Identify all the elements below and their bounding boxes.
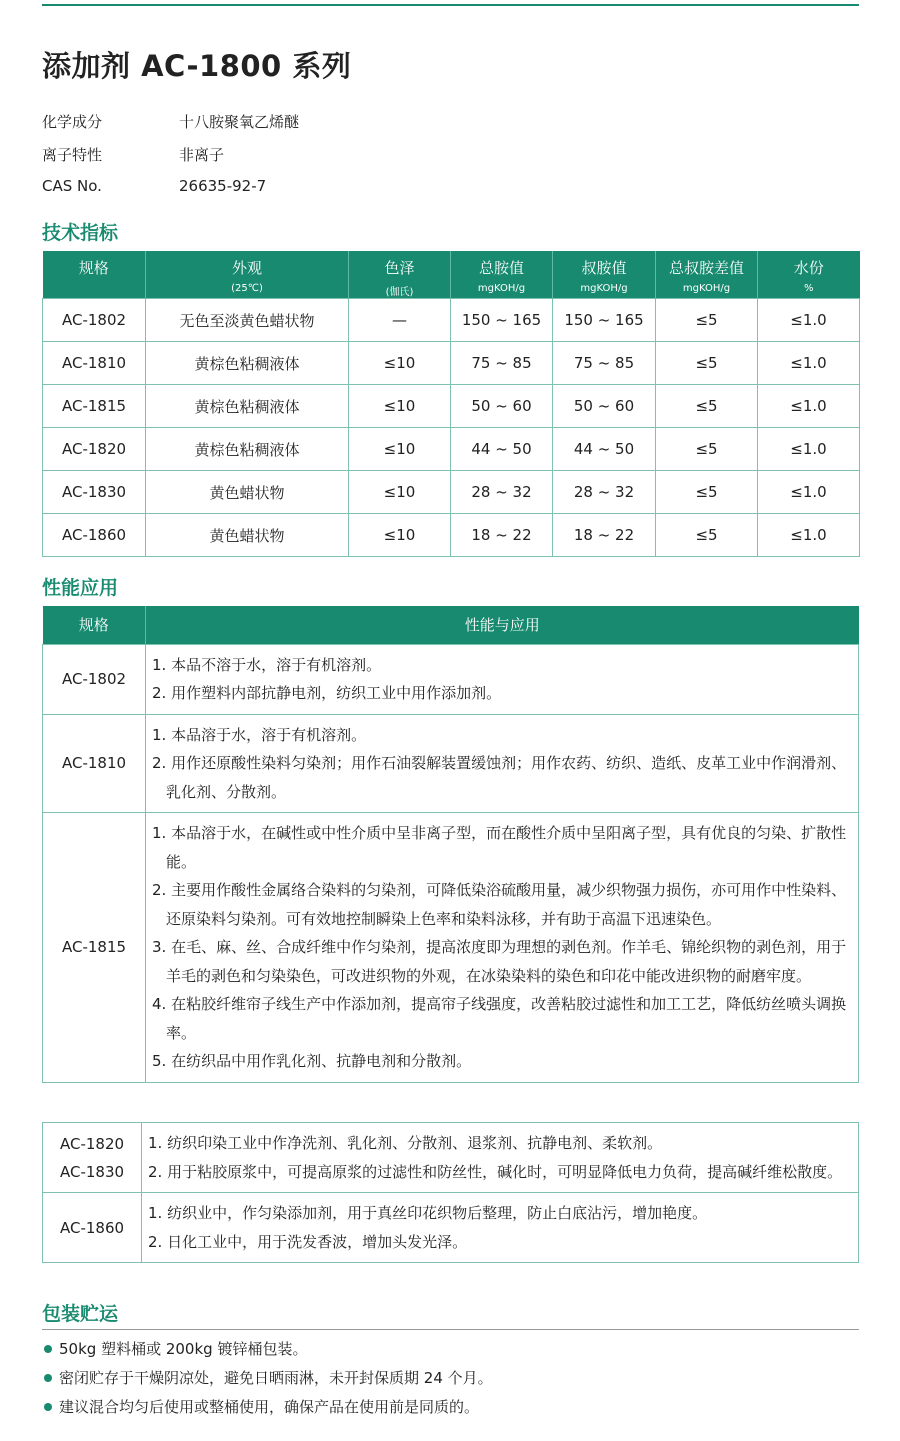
table-cell: 28 ~ 32 <box>451 471 553 514</box>
application-item: 1. 本品溶于水，在碱性或中性介质中呈非离子型，而在酸性介质中呈阳离子型，具有优良的匀染、扩散性能。 <box>152 824 847 871</box>
table-cell: AC-1820 <box>43 428 146 471</box>
info-label: 化学成分 <box>42 113 103 131</box>
spec-name: AC-1810 <box>61 754 127 773</box>
table-cell: 无色至淡黄色蜡状物 <box>146 299 349 342</box>
table-row <box>43 644 859 714</box>
spec-cell <box>43 1193 142 1263</box>
spec-cell <box>43 644 146 714</box>
table-cell: AC-1815 <box>43 385 146 428</box>
table-cell: ≤1.0 <box>758 385 860 428</box>
application-item: 1. 本品溶于水，溶于有机溶剂。 <box>152 725 367 744</box>
table-cell: 75 ~ 85 <box>553 342 656 385</box>
table-cell: ≤10 <box>349 514 451 557</box>
table-cell: 150 ~ 165 <box>451 299 553 342</box>
bullet-item <box>44 1396 479 1417</box>
application-cell <box>146 813 859 1083</box>
column-name: 总胺值 <box>478 259 524 277</box>
table-cell: ≤1.0 <box>758 299 860 342</box>
application-item: 5. 在纺织品中用作乳化剂、抗静电剂和分散剂。 <box>152 1052 472 1070</box>
spec-name: AC-1815 <box>61 938 127 957</box>
table-cell: 18 ~ 22 <box>553 514 656 557</box>
table-cell: 44 ~ 50 <box>553 428 656 471</box>
table-row <box>43 514 860 557</box>
info-row <box>42 144 224 165</box>
column-name: 色泽 <box>384 259 415 277</box>
column-name: 外观 <box>231 259 262 277</box>
table-cell: 150 ~ 165 <box>553 299 656 342</box>
application-cell <box>146 714 859 813</box>
column-header <box>758 251 860 299</box>
header-spec: 规格 <box>43 606 146 644</box>
table-row <box>43 428 860 471</box>
table-cell: AC-1802 <box>43 299 146 342</box>
column-name: 水份 <box>793 259 824 277</box>
application-item: 2. 用作还原酸性染料匀染剂；用作石油裂解装置缓蚀剂；用作农药、纺织、造纸、皮革工业中作润滑剂、乳化剂、分散剂。 <box>152 754 847 801</box>
table-cell: 28 ~ 32 <box>553 471 656 514</box>
column-header <box>349 251 451 299</box>
table-row <box>43 299 860 342</box>
spec-name: AC-1830 <box>59 1162 125 1181</box>
table-cell: AC-1810 <box>43 342 146 385</box>
application-cell <box>146 644 859 714</box>
info-value: 非离子 <box>179 146 225 164</box>
application-item: 2. 主要用作酸性金属络合染料的匀染剂，可降低染浴硫酸用量，减少织物强力损伤，亦可用作中性染料、还原染料匀染剂。可有效地控制瞬染上色率和染料泳移，并有助于高温下迅速染色。 <box>152 881 847 928</box>
application-cell <box>142 1193 859 1263</box>
spec-name: AC-1802 <box>61 670 127 688</box>
top-divider <box>42 4 859 6</box>
spec-name: AC-1860 <box>59 1218 125 1237</box>
table-cell: ≤5 <box>656 514 758 557</box>
info-value: 十八胺聚氧乙烯醚 <box>179 113 300 131</box>
table-cell: ≤5 <box>656 385 758 428</box>
column-name: 叔胺值 <box>581 259 627 277</box>
bullet-text: 密闭贮存于干燥阴凉处，避免日晒雨淋，未开封保质期 24 个月。 <box>59 1369 493 1387</box>
column-header <box>553 251 656 299</box>
table-cell: ≤5 <box>656 299 758 342</box>
application-item: 1. 纺织业中，作匀染添加剂，用于真丝印花织物后整理，防止白底沾污，增加艳度。 <box>148 1204 708 1222</box>
info-row <box>42 111 299 132</box>
section-title-app: 性能应用 <box>42 577 119 599</box>
spec-name: AC-1820 <box>59 1134 125 1153</box>
spec-cell <box>43 813 146 1083</box>
column-header <box>656 251 758 299</box>
column-header <box>146 251 349 299</box>
bullet-icon <box>44 1374 52 1382</box>
table-cell: 50 ~ 60 <box>553 385 656 428</box>
section-title-pack: 包装贮运 <box>42 1303 119 1325</box>
table-cell: 黄棕色粘稠液体 <box>146 342 349 385</box>
bullet-icon <box>44 1403 52 1411</box>
table-cell: ≤5 <box>656 471 758 514</box>
application-item: 2. 用作塑料内部抗静电剂，纺织工业中用作添加剂。 <box>152 684 502 702</box>
table-row <box>43 471 860 514</box>
table-cell: ≤5 <box>656 428 758 471</box>
column-header <box>43 251 146 299</box>
column-header <box>451 251 553 299</box>
info-row <box>42 177 266 195</box>
section-divider <box>42 1329 859 1330</box>
bullet-item <box>44 1367 493 1388</box>
page-title: 添加剂 AC-1800 系列 <box>42 49 352 83</box>
table-cell: ≤1.0 <box>758 428 860 471</box>
table-row <box>43 1193 859 1263</box>
bullet-icon <box>44 1345 52 1353</box>
application-item: 4. 在粘胶纤维帘子线生产中作添加剂，提高帘子线强度，改善粘胶过滤性和加工工艺，降低纺丝喷头调换率。 <box>152 995 847 1042</box>
table-cell: ≤1.0 <box>758 342 860 385</box>
column-unit: mgKOH/g <box>580 283 628 294</box>
column-name: 规格 <box>78 259 109 277</box>
app-table-continued <box>42 1122 859 1263</box>
info-value: 26635-92-7 <box>179 177 267 195</box>
table-row <box>43 1123 859 1193</box>
spec-cell <box>43 1123 142 1193</box>
column-unit: mgKOH/g <box>477 283 526 294</box>
table-row <box>43 385 860 428</box>
table-cell: 黄棕色粘稠液体 <box>146 385 349 428</box>
table-cell: ≤10 <box>349 385 451 428</box>
application-item: 1. 本品不溶于水，溶于有机溶剂。 <box>152 655 382 674</box>
info-label: 离子特性 <box>42 146 103 164</box>
info-label: CAS No. <box>42 177 102 195</box>
table-row <box>43 342 860 385</box>
table-cell: 黄色蜡状物 <box>146 514 349 557</box>
table-cell: ≤1.0 <box>758 471 860 514</box>
application-item: 3. 在毛、麻、丝、合成纤维中作匀染剂，提高浓度即为理想的剥色剂。作羊毛、锦纶织物的剥色剂，用于羊毛的剥色和匀染染色，可改进织物的外观，在冰染染料的染色和印花中能改进织物的耐磨牢度。 <box>152 938 847 985</box>
column-unit: mgKOH/g <box>682 283 731 294</box>
header-app: 性能与应用 <box>146 606 859 644</box>
application-item: 2. 用于粘胶原浆中，可提高原浆的过滤性和防丝性，碱化时，可明显降低电力负荷，提高碱纤维松散度。 <box>148 1162 843 1181</box>
application-item: 2. 日化工业中，用于洗发香波，增加头发光泽。 <box>148 1232 468 1251</box>
app-table <box>42 606 859 1083</box>
column-unit: (伽氏) <box>385 287 414 298</box>
bullet-text: 50kg 塑料桶或 200kg 镀锌桶包装。 <box>59 1340 308 1358</box>
table-cell: ≤5 <box>656 342 758 385</box>
table-cell: 50 ~ 60 <box>451 385 553 428</box>
application-item: 1. 纺织印染工业中作净洗剂、乳化剂、分散剂、退浆剂、抗静电剂、柔软剂。 <box>148 1134 663 1152</box>
column-unit: % <box>803 283 814 294</box>
spec-cell <box>43 714 146 813</box>
bullet-text: 建议混合均匀后使用或整桶使用，确保产品在使用前是同质的。 <box>59 1398 480 1416</box>
section-title-spec: 技术指标 <box>42 222 119 244</box>
table-cell: — <box>349 299 451 342</box>
table-row <box>43 813 859 1083</box>
table-cell: 44 ~ 50 <box>451 428 553 471</box>
table-cell: AC-1830 <box>43 471 146 514</box>
column-name: 总叔胺差值 <box>668 259 744 277</box>
table-cell: ≤1.0 <box>758 514 860 557</box>
column-unit: (25℃) <box>231 283 263 294</box>
application-cell <box>142 1123 859 1193</box>
bullet-item <box>44 1338 307 1359</box>
table-cell: ≤10 <box>349 342 451 385</box>
spec-table <box>42 251 860 557</box>
table-cell: 18 ~ 22 <box>451 514 553 557</box>
table-row <box>43 714 859 813</box>
table-cell: 75 ~ 85 <box>451 342 553 385</box>
table-cell: 黄色蜡状物 <box>146 471 349 514</box>
table-cell: ≤10 <box>349 428 451 471</box>
table-cell: 黄棕色粘稠液体 <box>146 428 349 471</box>
table-cell: AC-1860 <box>43 514 146 557</box>
table-cell: ≤10 <box>349 471 451 514</box>
